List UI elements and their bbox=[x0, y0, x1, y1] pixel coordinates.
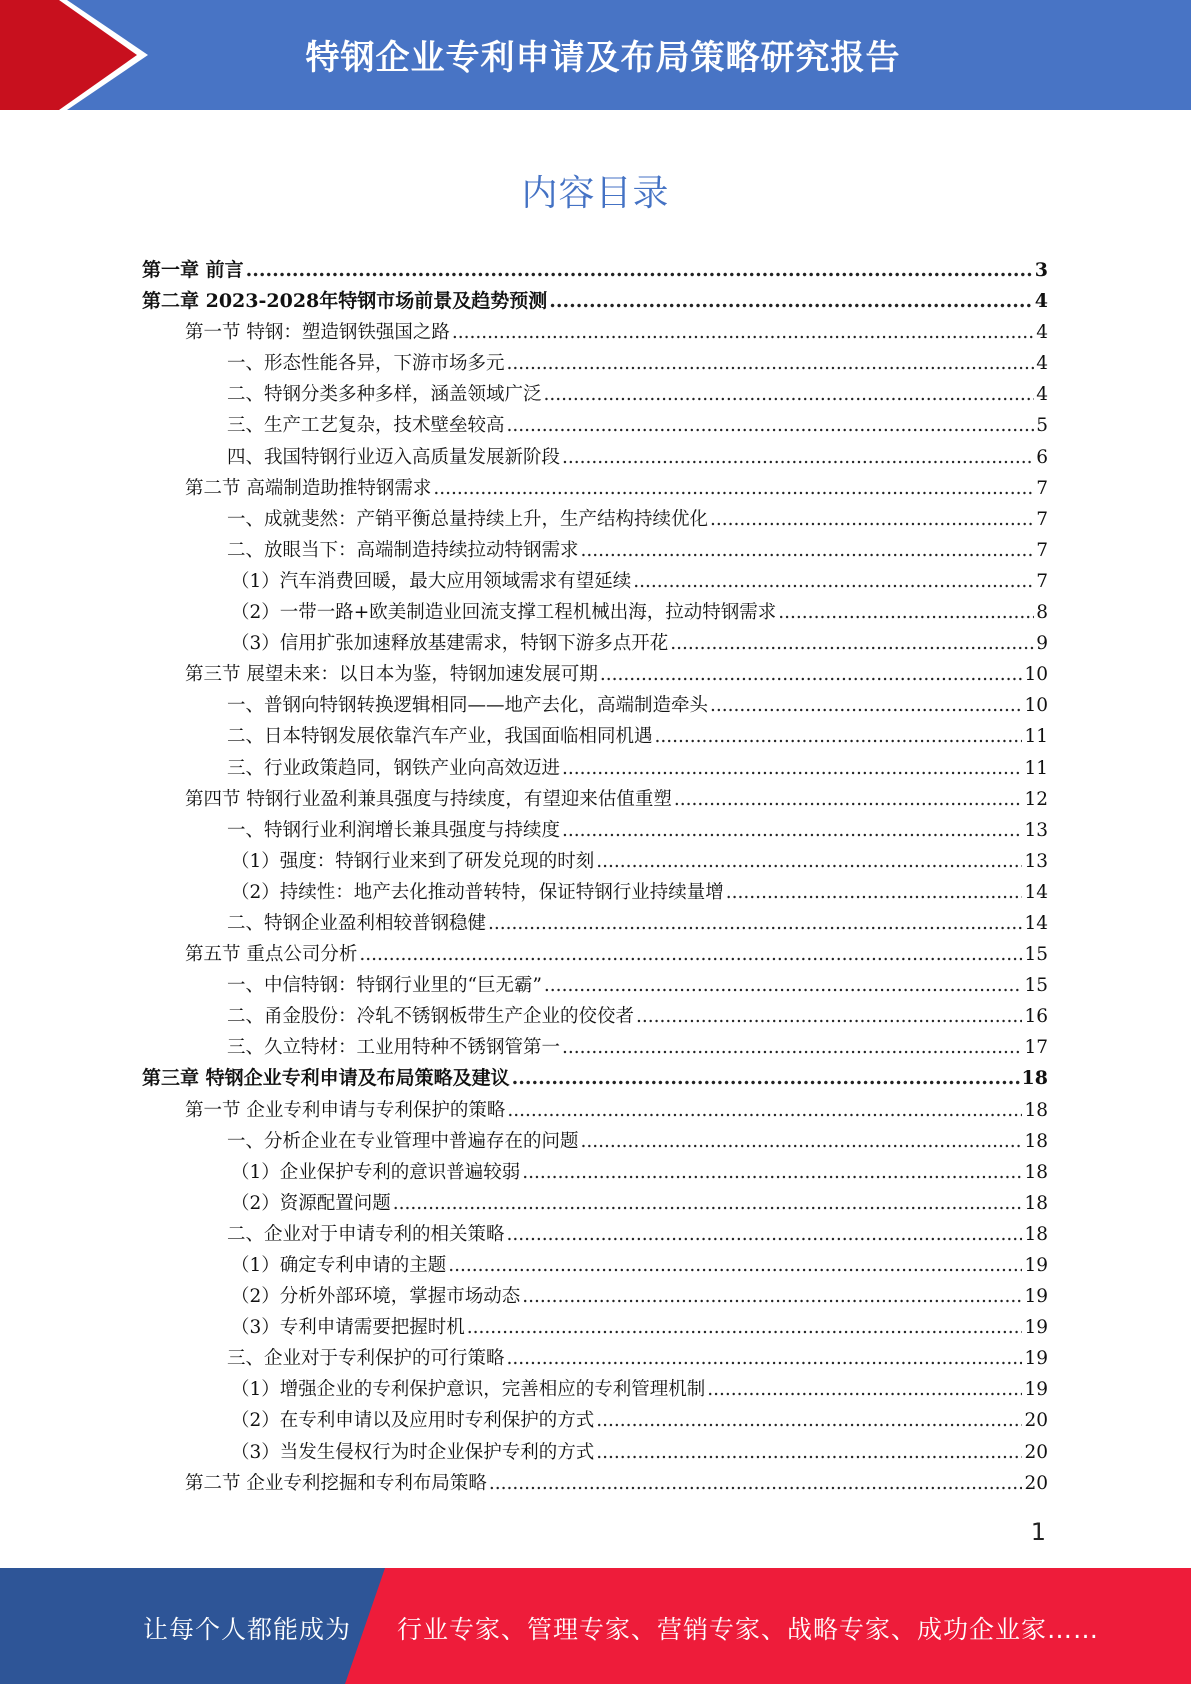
toc-entry-page: 11 bbox=[1024, 757, 1048, 779]
toc-entry-page: 10 bbox=[1024, 664, 1048, 686]
toc-dot-leader bbox=[433, 473, 1034, 504]
toc-dot-leader bbox=[507, 348, 1035, 379]
toc-entry[interactable] bbox=[142, 566, 1048, 597]
toc-entry-page: 12 bbox=[1024, 788, 1048, 810]
toc-dot-leader bbox=[710, 504, 1034, 535]
toc-dot-leader bbox=[726, 877, 1023, 908]
toc-entry[interactable] bbox=[142, 1095, 1048, 1126]
toc-entry-page: 19 bbox=[1024, 1255, 1048, 1276]
toc-entry-page: 18 bbox=[1024, 1161, 1048, 1183]
header-banner bbox=[0, 0, 1191, 110]
toc-entry-label: （3）专利申请需要把握时机 bbox=[231, 1317, 465, 1339]
toc-dot-leader bbox=[448, 1250, 1022, 1281]
toc-dot-leader bbox=[522, 1157, 1022, 1188]
toc-entry-label: 二、特钢分类多种多样，涵盖领域广泛 bbox=[227, 384, 542, 406]
toc-entry[interactable] bbox=[142, 286, 1048, 317]
toc-entry-label: 三、生产工艺复杂，技术壁垒较高 bbox=[227, 415, 505, 437]
toc-entry[interactable] bbox=[142, 1281, 1048, 1312]
toc-entry[interactable] bbox=[142, 1001, 1048, 1032]
toc-entry[interactable] bbox=[142, 753, 1048, 784]
toc-entry-label: 第三节 展望未来：以日本为鉴，特钢加速发展可期 bbox=[185, 664, 598, 686]
toc-entry[interactable] bbox=[142, 970, 1048, 1001]
toc-entry-label: 一、成就斐然：产销平衡总量持续上升，生产结构持续优化 bbox=[227, 508, 709, 530]
toc-entry[interactable] bbox=[142, 628, 1048, 659]
toc-entry-page: 7 bbox=[1036, 508, 1048, 530]
toc-dot-leader bbox=[670, 628, 1034, 659]
toc-entry-label: 第一节 特钢：塑造钢铁强国之路 bbox=[185, 322, 450, 344]
toc-entry[interactable] bbox=[142, 908, 1048, 939]
toc-dot-leader bbox=[507, 1095, 1022, 1126]
toc-entry-page: 4 bbox=[1036, 353, 1048, 375]
toc-entry-page: 8 bbox=[1036, 602, 1048, 624]
toc-entry[interactable] bbox=[142, 721, 1048, 752]
toc-dot-leader bbox=[507, 410, 1035, 441]
toc-entry-label: （2）资源配置问题 bbox=[231, 1192, 391, 1214]
toc-entry-page: 10 bbox=[1024, 695, 1048, 717]
toc-entry-label: （2）分析外部环境，掌握市场动态 bbox=[231, 1286, 521, 1308]
toc-dot-leader bbox=[522, 1281, 1022, 1312]
toc-entry[interactable] bbox=[142, 504, 1048, 535]
toc-entry-label: （2）持续性：地产去化推动普转特，保证特钢行业持续量增 bbox=[231, 881, 724, 903]
toc-entry-page: 20 bbox=[1024, 1410, 1048, 1432]
toc-entry[interactable] bbox=[142, 317, 1048, 348]
toc-entry-page: 14 bbox=[1024, 881, 1048, 903]
toc-entry[interactable] bbox=[142, 379, 1048, 410]
toc-entry-page: 18 bbox=[1021, 1067, 1048, 1090]
toc-dot-leader bbox=[596, 1405, 1022, 1436]
toc-entry-label: （1）企业保护专利的意识普遍较弱 bbox=[231, 1161, 521, 1183]
toc-dot-leader bbox=[707, 1374, 1022, 1405]
toc-entry[interactable] bbox=[142, 410, 1048, 441]
toc-dot-leader bbox=[636, 1001, 1022, 1032]
toc-dot-leader bbox=[488, 908, 1022, 939]
report-title: 特钢企业专利申请及布局策略研究报告 bbox=[305, 38, 901, 78]
toc-dot-leader bbox=[581, 535, 1035, 566]
toc-dot-leader bbox=[778, 597, 1034, 628]
toc-entry-page: 3 bbox=[1034, 259, 1048, 281]
toc-entry-label: （3）当发生侵权行为时企业保护专利的方式 bbox=[231, 1441, 595, 1463]
toc-entry-page: 19 bbox=[1024, 1348, 1048, 1370]
toc-dot-leader bbox=[596, 1437, 1022, 1468]
toc-dot-leader bbox=[562, 442, 1034, 473]
toc-entry-label: （1）汽车消费回暖，最大应用领域需求有望延续 bbox=[231, 570, 632, 592]
toc-entry-label: 第二节 高端制造助推特钢需求 bbox=[185, 477, 432, 499]
toc-dot-leader bbox=[544, 970, 1023, 1001]
toc-entry[interactable] bbox=[142, 1343, 1048, 1374]
toc-entry-label: 第二节 企业专利挖掘和专利布局策略 bbox=[185, 1472, 487, 1494]
toc-dot-leader bbox=[562, 753, 1022, 784]
toc-entry-page: 19 bbox=[1024, 1286, 1048, 1308]
toc-dot-leader bbox=[581, 1126, 1023, 1157]
toc-entry-page: 18 bbox=[1024, 1223, 1048, 1245]
footer-banner bbox=[0, 1568, 1191, 1684]
page-number: 1 bbox=[1030, 1518, 1046, 1546]
toc-dot-leader bbox=[507, 1219, 1023, 1250]
toc-entry-label: 第三章 特钢企业专利申请及布局策略及建议 bbox=[142, 1067, 510, 1090]
toc-entry-label: （2）一带一路+欧美制造业回流支撑工程机械出海，拉动特钢需求 bbox=[231, 602, 777, 624]
toc-dot-leader bbox=[452, 317, 1034, 348]
toc-entry[interactable] bbox=[142, 597, 1048, 628]
toc-entry[interactable] bbox=[142, 690, 1048, 721]
toc-entry-page: 19 bbox=[1024, 1379, 1048, 1401]
footer-slogan-left: 让每个人都能成为 bbox=[143, 1615, 352, 1644]
toc-dot-leader bbox=[393, 1188, 1023, 1219]
toc-entry-page: 20 bbox=[1024, 1472, 1048, 1494]
toc-entry[interactable] bbox=[142, 1250, 1048, 1281]
toc-entry-page: 18 bbox=[1024, 1130, 1048, 1152]
toc-entry-page: 4 bbox=[1036, 322, 1048, 344]
toc-entry[interactable] bbox=[142, 877, 1048, 908]
toc-entry-page: 13 bbox=[1024, 850, 1048, 872]
toc-entry-label: 一、中信特钢：特钢行业里的“巨无霸” bbox=[227, 975, 542, 997]
toc-entry[interactable] bbox=[142, 1032, 1048, 1063]
toc-entry[interactable] bbox=[142, 1157, 1048, 1188]
toc-entry-label: 二、特钢企业盈利相较普钢稳健 bbox=[227, 912, 487, 934]
toc-dot-leader bbox=[710, 690, 1022, 721]
toc-entry[interactable] bbox=[142, 1468, 1048, 1499]
toc-entry-page: 17 bbox=[1024, 1037, 1048, 1059]
toc-entry[interactable] bbox=[142, 815, 1048, 846]
toc-dot-leader bbox=[674, 784, 1023, 815]
toc-entry-label: 一、普钢向特钢转换逻辑相同——地产去化，高端制造牵头 bbox=[227, 695, 709, 717]
toc-entry-page: 4 bbox=[1034, 290, 1048, 313]
toc-entry-page: 18 bbox=[1024, 1099, 1048, 1121]
toc-entry-label: 第二章 2023-2028年特钢市场前景及趋势预测 bbox=[142, 290, 548, 313]
toc-dot-leader bbox=[507, 1343, 1023, 1374]
toc-entry-page: 11 bbox=[1024, 726, 1048, 748]
toc-entry-label: 二、甬金股份：冷轧不锈钢板带生产企业的佼佼者 bbox=[227, 1006, 635, 1028]
toc-entry-label: 二、日本特钢发展依靠汽车产业，我国面临相同机遇 bbox=[227, 726, 653, 748]
toc-entry-label: 三、久立特材：工业用特种不锈钢管第一 bbox=[227, 1037, 561, 1059]
toc-entry-page: 19 bbox=[1024, 1317, 1048, 1339]
footer-slogan-right: 行业专家、管理专家、营销专家、战略专家、成功企业家…… bbox=[397, 1615, 1100, 1644]
toc-dot-leader bbox=[600, 659, 1023, 690]
toc-entry-page: 16 bbox=[1024, 1006, 1048, 1028]
toc-entry-page: 18 bbox=[1024, 1192, 1048, 1214]
toc-entry[interactable] bbox=[142, 939, 1048, 970]
toc-entry-page: 13 bbox=[1024, 819, 1048, 841]
toc-entry[interactable] bbox=[142, 784, 1048, 815]
toc-entry-label: （3）信用扩张加速释放基建需求，特钢下游多点开花 bbox=[231, 633, 669, 655]
toc-entry-page: 4 bbox=[1036, 384, 1048, 406]
toc-entry[interactable] bbox=[142, 348, 1048, 379]
toc-entry-page: 15 bbox=[1024, 975, 1048, 997]
toc-entry-label: 四、我国特钢行业迈入高质量发展新阶段 bbox=[227, 446, 561, 468]
toc-entry-label: 第一章 前言 bbox=[142, 259, 244, 281]
toc-entry[interactable] bbox=[142, 535, 1048, 566]
toc-entry[interactable] bbox=[142, 442, 1048, 473]
toc-dot-leader bbox=[489, 1468, 1023, 1499]
toc-dot-leader bbox=[562, 815, 1022, 846]
toc-entry-page: 7 bbox=[1036, 477, 1048, 499]
toc-entry-label: （1）确定专利申请的主题 bbox=[231, 1255, 447, 1276]
toc-entry[interactable] bbox=[142, 1374, 1048, 1405]
toc-entry-label: （1）强度：特钢行业来到了研发兑现的时刻 bbox=[231, 850, 595, 872]
toc-entry-label: 三、行业政策趋同，钢铁产业向高效迈进 bbox=[227, 757, 561, 779]
toc-entry-page: 14 bbox=[1024, 912, 1048, 934]
toc-dot-leader bbox=[512, 1063, 1020, 1094]
toc-entry-page: 7 bbox=[1036, 570, 1048, 592]
toc-entry-label: 第一节 企业专利申请与专利保护的策略 bbox=[185, 1099, 506, 1121]
toc-entry-label: 二、企业对于申请专利的相关策略 bbox=[227, 1223, 505, 1245]
toc-dot-leader bbox=[596, 846, 1022, 877]
toc-entry-label: （1）增强企业的专利保护意识，完善相应的专利管理机制 bbox=[231, 1379, 706, 1401]
toc-entry[interactable] bbox=[142, 1405, 1048, 1436]
toc-entry-page: 15 bbox=[1024, 944, 1048, 966]
toc-dot-leader bbox=[246, 255, 1033, 286]
toc-dot-leader bbox=[544, 379, 1035, 410]
table-of-contents bbox=[142, 255, 1048, 1499]
toc-entry-label: 第四节 特钢行业盈利兼具强度与持续度，有望迎来估值重塑 bbox=[185, 788, 672, 810]
toc-entry[interactable] bbox=[142, 1188, 1048, 1219]
toc-entry-label: 一、分析企业在专业管理中普遍存在的问题 bbox=[227, 1130, 579, 1152]
toc-entry-page: 6 bbox=[1036, 446, 1048, 468]
toc-entry-label: 二、放眼当下：高端制造持续拉动特钢需求 bbox=[227, 539, 579, 561]
toc-entry[interactable] bbox=[142, 1126, 1048, 1157]
toc-title: 内容目录 bbox=[521, 173, 670, 214]
toc-entry-page: 9 bbox=[1036, 633, 1048, 655]
toc-entry[interactable] bbox=[142, 1312, 1048, 1343]
toc-entry[interactable] bbox=[142, 255, 1048, 286]
toc-entry[interactable] bbox=[142, 473, 1048, 504]
toc-entry-label: 一、特钢行业利润增长兼具强度与持续度 bbox=[227, 819, 561, 841]
toc-dot-leader bbox=[359, 939, 1022, 970]
toc-dot-leader bbox=[562, 1032, 1022, 1063]
toc-dot-leader bbox=[549, 286, 1033, 317]
toc-entry-label: 第五节 重点公司分析 bbox=[185, 944, 358, 966]
toc-dot-leader bbox=[633, 566, 1034, 597]
toc-dot-leader bbox=[655, 721, 1023, 752]
toc-entry[interactable] bbox=[142, 846, 1048, 877]
toc-entry-label: 一、形态性能各异，下游市场多元 bbox=[227, 353, 505, 375]
toc-entry[interactable] bbox=[142, 1437, 1048, 1468]
toc-entry-page: 20 bbox=[1024, 1441, 1048, 1463]
toc-entry-page: 5 bbox=[1036, 415, 1048, 437]
toc-entry[interactable] bbox=[142, 659, 1048, 690]
toc-entry[interactable] bbox=[142, 1063, 1048, 1094]
toc-dot-leader bbox=[467, 1312, 1023, 1343]
toc-entry[interactable] bbox=[142, 1219, 1048, 1250]
toc-entry-label: 三、企业对于专利保护的可行策略 bbox=[227, 1348, 505, 1370]
toc-entry-label: （2）在专利申请以及应用时专利保护的方式 bbox=[231, 1410, 595, 1432]
toc-entry-page: 7 bbox=[1036, 539, 1048, 561]
